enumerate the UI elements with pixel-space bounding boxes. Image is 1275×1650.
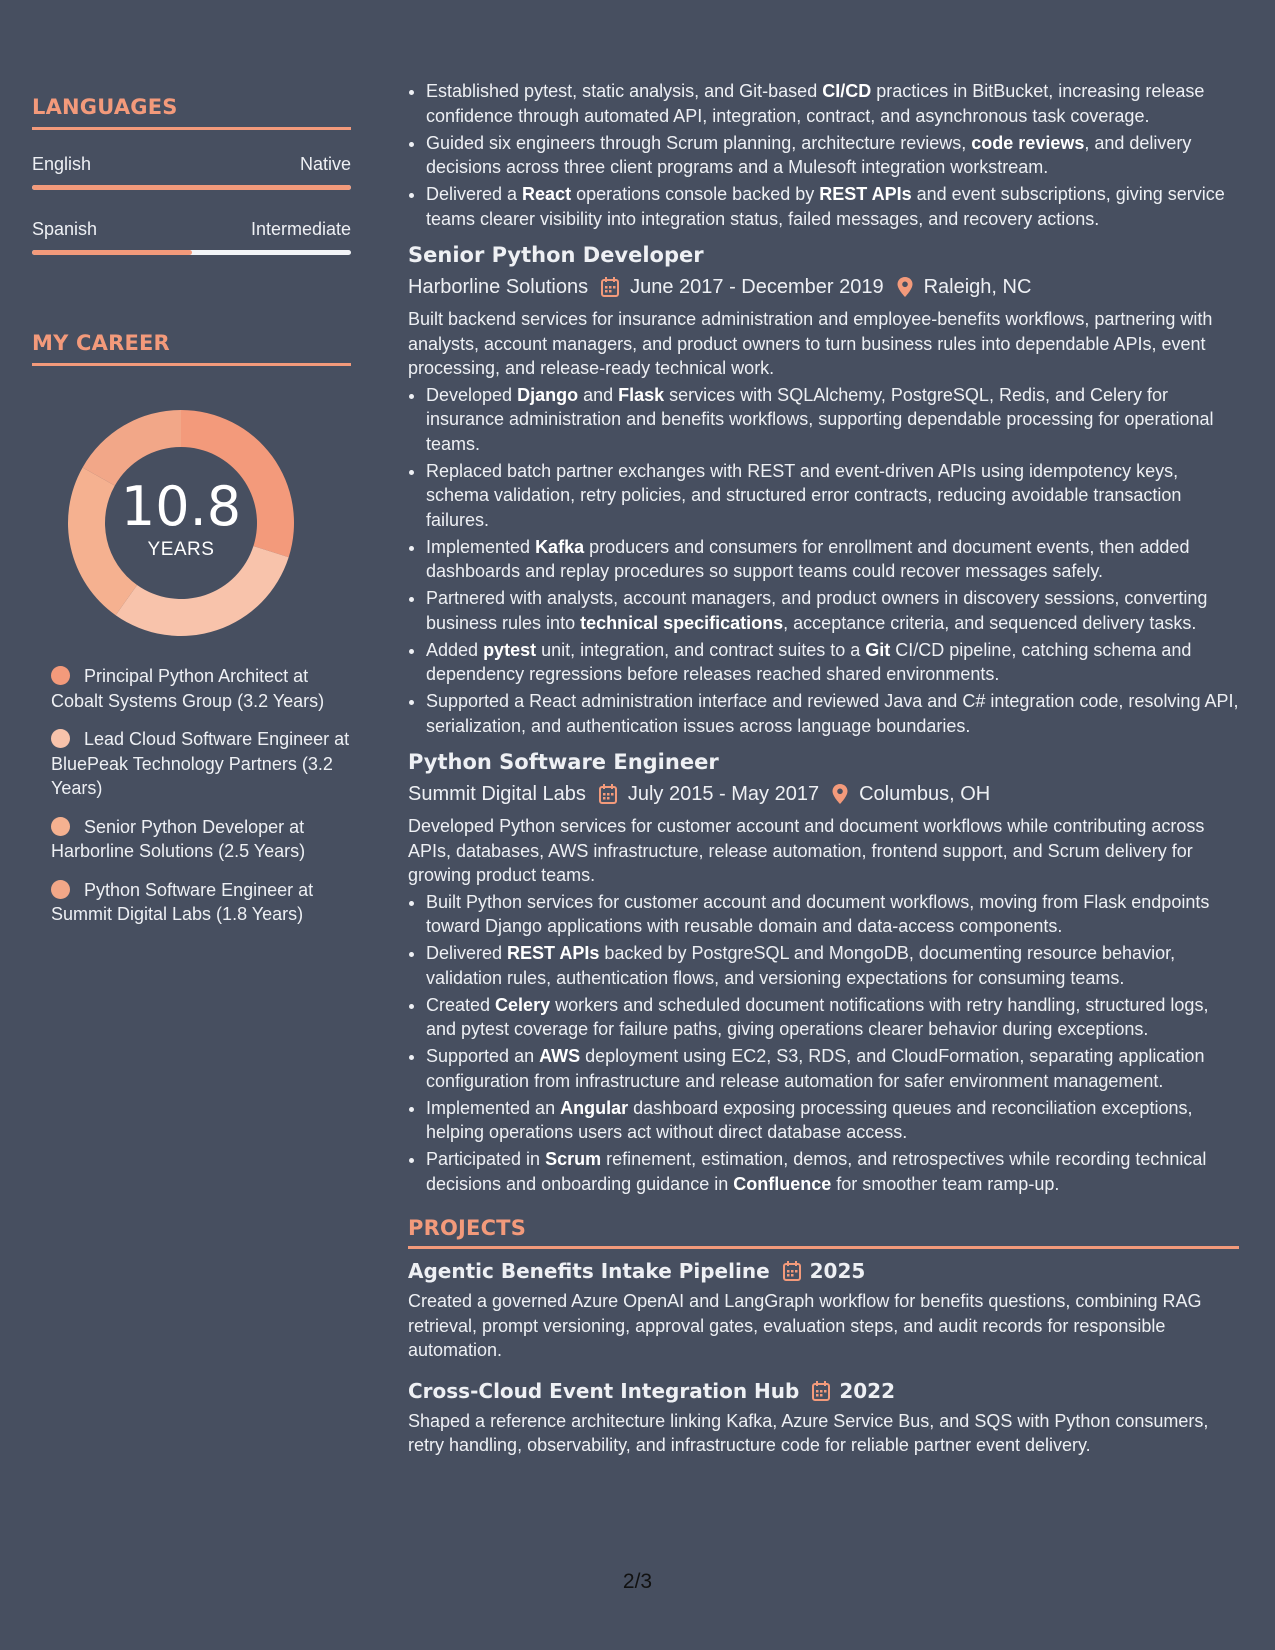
career-heading: MY CAREER	[32, 331, 351, 366]
bullet-item: • Replaced batch partner exchanges with REST and event-driven APIs using idempotency keys, schema validation, retry policies, and structured error contracts, reducing avoidable transaction failures.	[426, 459, 1239, 533]
legend-dot-icon	[51, 729, 70, 748]
language-name: Spanish	[32, 219, 98, 239]
legend-dot-icon	[51, 817, 70, 836]
career-section	[32, 331, 351, 927]
project-name: Agentic Benefits Intake Pipeline	[408, 1259, 770, 1283]
job-bullets	[408, 890, 1239, 1197]
job-dates: July 2015 - May 2017	[627, 783, 820, 805]
map-pin-icon	[831, 783, 849, 805]
job-location: Raleigh, NC	[923, 276, 1032, 298]
language-proficiency-bar	[32, 185, 351, 190]
job-meta	[408, 273, 1239, 301]
bullet-item: • Established pytest, static analysis, and Git-based CI/CD practices in BitBucket, increasing release confidence through automated API, integration, contract, and asynchronous task coverage.	[426, 79, 1239, 128]
language-item-english	[32, 154, 351, 190]
job-bullets	[408, 383, 1239, 739]
sidebar	[32, 0, 351, 941]
projects-heading: PROJECTS	[408, 1216, 1239, 1249]
job-company: Harborline Solutions	[408, 276, 589, 298]
job-summary: Built backend services for insurance administration and employee-benefits workflows, partnering with analysts, account managers, and product owners to turn business rules into dependable APIs, event processing, and release-ready technical work.	[408, 309, 1213, 378]
job-title: Python Software Engineer	[408, 750, 719, 774]
language-proficiency-fill	[32, 250, 192, 255]
bullet-item: • Added pytest unit, integration, and contract suites to a Git CI/CD pipeline, catching schema and dependency regressions before releases reached shared environments.	[426, 638, 1239, 687]
calendar-icon	[811, 1380, 831, 1402]
languages-section	[32, 95, 351, 255]
career-total-unit: YEARS	[147, 539, 215, 560]
bullet-item: • Delivered REST APIs backed by PostgreSQL and MongoDB, documenting resource behavior, validation rules, authentication flows, and versioning expectations for consuming teams.	[426, 941, 1239, 990]
language-item-spanish	[32, 219, 351, 255]
continued-job-bullets	[408, 79, 1239, 231]
bullet-item: • Developed Django and Flask services with SQLAlchemy, PostgreSQL, Redis, and Celery for insurance administration and benefits workflows, supporting dependable processing for operational teams.	[426, 383, 1239, 457]
bullet-item: • Implemented Kafka producers and consumers for enrollment and document events, then added dashboards and replay procedures so support teams could recover messages safely.	[426, 535, 1239, 584]
bullet-item: • Guided six engineers through Scrum planning, architecture reviews, code reviews, and delivery decisions across three client programs and a Mulesoft integration workstream.	[426, 131, 1239, 180]
language-proficiency-fill	[32, 185, 351, 190]
language-proficiency-bar	[32, 250, 351, 255]
legend-dot-icon	[51, 880, 70, 899]
job-meta	[408, 780, 1239, 808]
language-name: English	[32, 154, 92, 174]
bullet-item: • Created Celery workers and scheduled document notifications with retry handling, structured logs, and pytest coverage for failure paths, giving operations clearer behavior during exceptions.	[426, 993, 1239, 1042]
job-title: Senior Python Developer	[408, 243, 704, 267]
projects-section	[408, 1216, 1239, 1458]
bullet-item: • Implemented an Angular dashboard exposing processing queues and reconciliation exceptions, helping operations users act without direct database access.	[426, 1096, 1239, 1145]
career-total-years: 10.8	[120, 475, 242, 538]
calendar-icon	[600, 276, 620, 298]
job-entry	[408, 748, 1239, 1196]
bullet-item: • Participated in Scrum refinement, estimation, demos, and retrospectives while recording technical decisions and onboarding guidance in Confluence for smoother team ramp-up.	[426, 1147, 1239, 1196]
bullet-item: • Built Python services for customer account and document workflows, moving from Flask endpoints toward Django applications with reusable domain and data-access components.	[426, 890, 1239, 939]
career-legend-item: Python Software Engineer at Summit Digital Labs (1.8 Years)	[51, 879, 314, 924]
main-content	[408, 0, 1239, 1458]
project-description: Shaped a reference architecture linking Kafka, Azure Service Bus, and SQS with Python consumers, retry handling, observability, and infrastructure code for reliable partner event delivery.	[408, 1410, 1209, 1455]
bullet-item: • Supported an AWS deployment using EC2, S3, RDS, and CloudFormation, separating application configuration from infrastructure and release automation for safer environment management.	[426, 1044, 1239, 1093]
job-entry	[408, 241, 1239, 738]
map-pin-icon	[896, 276, 914, 298]
career-donut-chart	[66, 408, 296, 638]
bullet-item: • Partnered with analysts, account managers, and product owners in discovery sessions, converting business rules into technical specifications, acceptance criteria, and sequenced delivery tasks.	[426, 586, 1239, 635]
calendar-icon	[598, 783, 618, 805]
job-summary: Developed Python services for customer account and document workflows while contributing across APIs, databases, AWS infrastructure, release automation, frontend support, and Scrum delivery for growing product teams.	[408, 816, 1205, 885]
languages-heading: LANGUAGES	[32, 95, 351, 130]
language-level: Native	[299, 154, 351, 174]
bullet-item: • Delivered a React operations console backed by REST APIs and event subscriptions, giving service teams clearer visibility into integration status, failed messages, and recovery actions.	[426, 182, 1239, 231]
job-dates: June 2017 - December 2019	[630, 276, 884, 298]
project-name: Cross-Cloud Event Integration Hub	[408, 1378, 800, 1403]
project-entry	[408, 1257, 1239, 1363]
job-location: Columbus, OH	[859, 783, 991, 805]
bullet-item: • Supported a React administration interface and reviewed Java and C# integration code, resolving API, serialization, and authentication issues across language boundaries.	[426, 689, 1239, 738]
career-legend	[32, 664, 351, 927]
project-year: 2022	[839, 1378, 896, 1403]
page-number: 2/3	[622, 1570, 653, 1593]
career-legend-item: Principal Python Architect at Cobalt Systems Group (3.2 Years)	[51, 666, 325, 711]
legend-dot-icon	[51, 666, 70, 685]
career-legend-item: Senior Python Developer at Harborline Solutions (2.5 Years)	[51, 816, 306, 861]
project-year: 2025	[809, 1259, 866, 1283]
project-description: Created a governed Azure OpenAI and LangGraph workflow for benefits questions, combining RAG retrieval, prompt versioning, approval gates, evaluation steps, and audit records for responsible automation.	[408, 1291, 1202, 1360]
language-level: Intermediate	[250, 219, 351, 239]
calendar-icon	[782, 1260, 802, 1282]
job-company: Summit Digital Labs	[408, 783, 586, 805]
career-legend-item: Lead Cloud Software Engineer at BluePeak Technology Partners (3.2 Years)	[51, 729, 350, 798]
project-entry	[408, 1377, 1239, 1458]
